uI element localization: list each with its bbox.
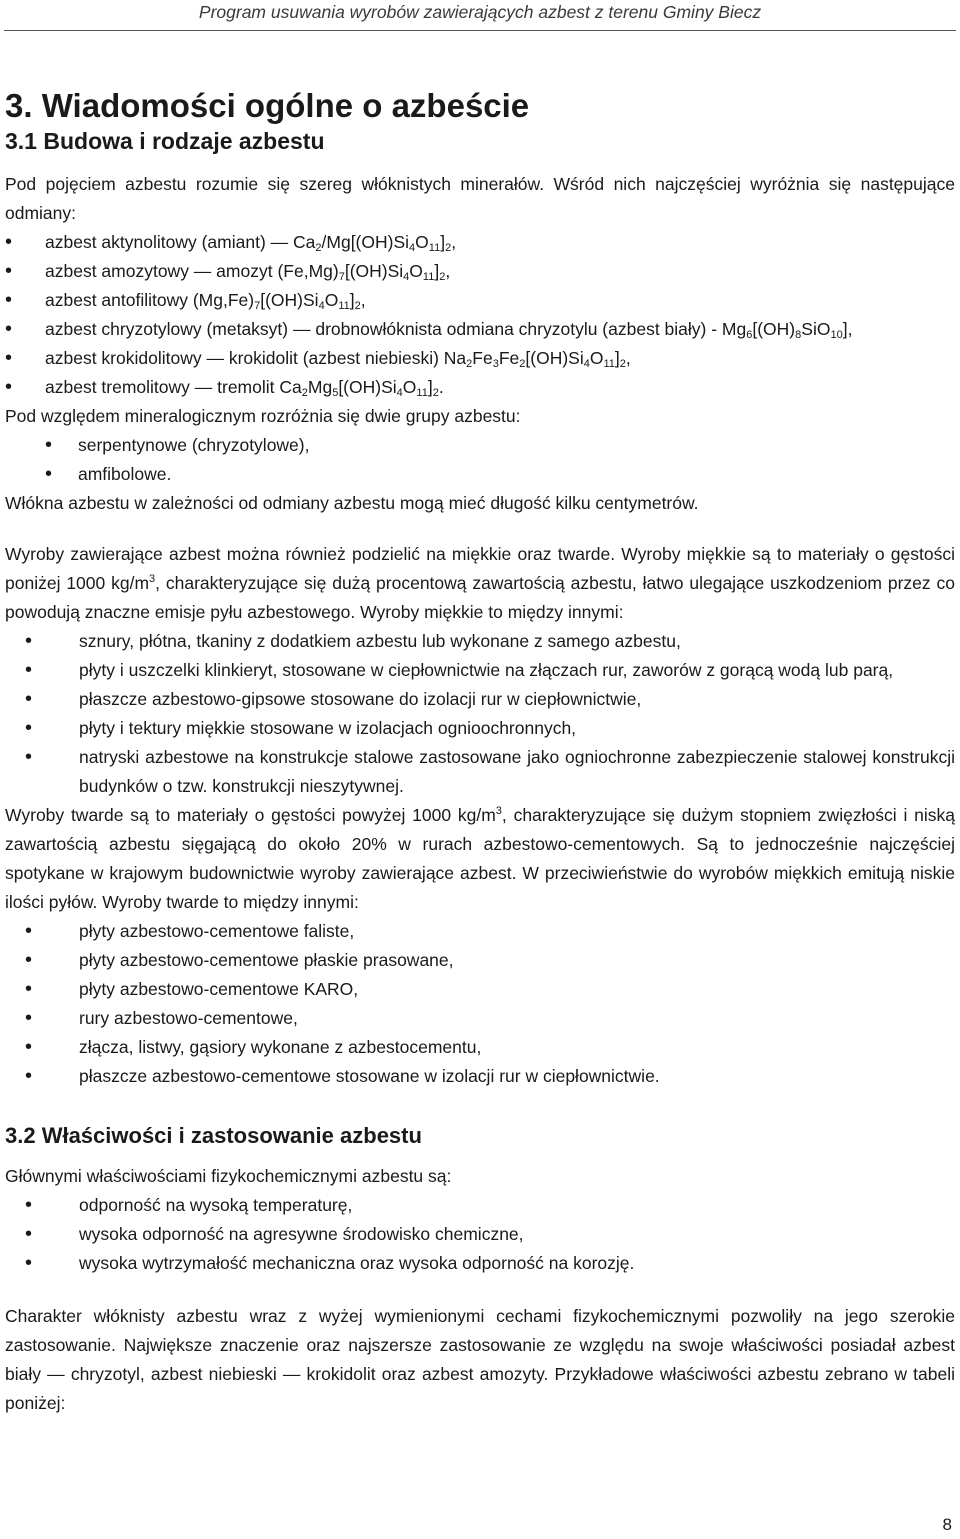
list-item: • natryski azbestowe na konstrukcje stalowe zastosowane jako ogniochronne zabezpieczenie stalowej konstrukcji budynków o tzw. konstrukcji nieszytywnej. (5, 743, 955, 801)
list-item (5, 344, 955, 373)
variety-name: azbest antofilitowy (45, 290, 193, 310)
document-body (5, 86, 955, 1418)
soft-products-list (5, 627, 955, 801)
list-item: • płyty i tektury miękkie stosowane w izolacjach ognioochronnych, (5, 714, 955, 743)
list-item: • płyty azbestowo-cementowe faliste, (5, 917, 955, 946)
list-item: • rury azbestowo-cementowe, (5, 1004, 955, 1033)
hard-products-list (5, 917, 955, 1091)
variety-formula: $Na_2Fe_3Fe_2[(OH)Si_4O_{11}]_2$, (443, 348, 631, 370)
asbestos-varieties-list (5, 228, 955, 402)
variety-name: azbest amozytowy — amozyt (45, 261, 278, 281)
list-item: • amfibolowe. (5, 460, 955, 489)
header-divider (4, 30, 956, 31)
soft-intro-text-b: , charakteryzujące się dużą procentową zawartością azbestu, łatwo ulegające uszkodzeniom przez co powodują znaczne emisje pyłu azbestowego. Wyroby miękkie to między innymi: (5, 573, 955, 622)
list-item: • płyty i uszczelki klinkieryt, stosowane w ciepłownictwie na złączach rur, zaworów z gorącą wodą lub parą, (5, 656, 955, 685)
list-item: • serpentynowe (chryzotylowe), (5, 431, 955, 460)
chapter-title: 3. Wiadomości ogólne o azbeście (5, 87, 530, 124)
variety-formula: $Ca_2/Mg[(OH)Si_4O_{11}]_2$, (293, 232, 457, 254)
mineral-groups-list (5, 431, 955, 489)
properties-intro: Głównymi właściwościami fizykochemicznymi azbestu są: (5, 1166, 452, 1186)
variety-name: azbest chryzotylowy (metaksyt) — drobnowłóknista odmiana chryzotylu (azbest biały) - (45, 319, 722, 339)
variety-formula: $(Fe,Mg)_7[(OH)Si_4O_{11}]_2$, (277, 261, 451, 283)
soft-products-paragraph (5, 540, 955, 627)
list-item (5, 257, 955, 286)
list-item: • płyty azbestowo-cementowe KARO, (5, 975, 955, 1004)
list-item (5, 228, 955, 257)
list-item: • płyty azbestowo-cementowe płaskie prasowane, (5, 946, 955, 975)
closing-paragraph: Charakter włóknisty azbestu wraz z wyżej wymienionymi cechami fizykochemicznymi pozwoliły na jego szerokie zastosowanie. Największe znaczenie oraz najszersze zastosowanie ze względu na swoje właściwości posiadał azbest biały — chryzotyl, azbest niebieski — krokidolit oraz azbest amozyty. Przykładowe właściwości azbestu zebrano w tabeli poniżej: (5, 1306, 955, 1413)
section-title-3-2: 3.2 Właściwości i zastosowanie azbestu (5, 1123, 422, 1148)
intro-paragraph: Pod pojęciem azbestu rozumie się szereg włóknistych minerałów. Wśród nich najczęściej wyróżnia się następujące odmiany: (5, 174, 955, 223)
header-title: Program usuwania wyrobów zawierających azbest z terenu Gminy Biecz (198, 2, 762, 22)
list-item: • sznury, płótna, tkaniny z dodatkiem azbestu lub wykonane z samego azbestu, (5, 627, 955, 656)
mineral-groups-intro: Pod względem mineralogicznym rozróżnia się dwie grupy azbestu: (5, 406, 521, 426)
list-item: • złącza, listwy, gąsiory wykonane z azbestocementu, (5, 1033, 955, 1062)
superscript: 3 (495, 805, 502, 817)
list-item: • płaszcze azbestowo-gipsowe stosowane do izolacji rur w ciepłownictwie, (5, 685, 955, 714)
list-item: • odporność na wysoką temperaturę, (5, 1191, 955, 1220)
list-item (5, 373, 955, 402)
variety-name: azbest tremolitowy — tremolit (45, 377, 280, 397)
page-number: 8 (942, 1515, 952, 1534)
variety-name: azbest aktynolitowy (amiant) — (45, 232, 294, 252)
list-item: • płaszcze azbestowo-cementowe stosowane w izolacji rur w ciepłownictwie. (5, 1062, 955, 1091)
fiber-length-paragraph: Włókna azbestu w zależności od odmiany azbestu mogą mieć długość kilku centymetrów. (5, 493, 699, 513)
list-item (5, 286, 955, 315)
properties-list (5, 1191, 955, 1278)
page-header (0, 0, 960, 28)
hard-products-paragraph (5, 801, 955, 917)
variety-name: azbest krokidolitowy — krokidolit (azbest niebieski) (45, 348, 444, 368)
superscript: 3 (149, 573, 156, 585)
variety-formula: $(Mg,Fe)_7[(OH)Si_4O_{11}]_2$, (192, 290, 366, 312)
list-item (5, 315, 955, 344)
paragraph-spacer (5, 1278, 955, 1302)
list-item: • wysoka odporność na agresywne środowisko chemiczne, (5, 1220, 955, 1249)
variety-formula: $Ca_2Mg_5[(OH)Si_4O_{11}]_2$. (279, 377, 444, 399)
hard-intro-text-a: Wyroby twarde są to materiały o gęstości powyżej 1000 kg/m (5, 805, 496, 825)
hard-intro-text-b: , charakteryzujące się dużym stopniem zwięzłości i niską zawartością azbestu sięgającą do około 20% w rurach azbestowo-cementowych. Są to jednocześnie najczęściej spotykane w krajowym budownictwie wyroby zawierające azbest. W przeciwieństwie do wyrobów miękkich emitują niskie ilości pyłów. Wyroby twarde to między innymi: (5, 805, 955, 912)
soft-intro-text-a: Wyroby zawierające azbest można również podzielić na miękkie oraz twarde. Wyroby miękkie są to materiały o gęstości poniżej 1000 kg/m (5, 544, 955, 593)
list-item: • wysoka wytrzymałość mechaniczna oraz wysoka odporność na korozję. (5, 1249, 955, 1278)
variety-formula: $Mg_6[(OH)_8SiO_{10}]$, (721, 319, 853, 341)
section-title-3-1: 3.1 Budowa i rodzaje azbestu (5, 128, 325, 154)
paragraph-spacer (5, 1091, 955, 1121)
paragraph-spacer (5, 518, 955, 540)
